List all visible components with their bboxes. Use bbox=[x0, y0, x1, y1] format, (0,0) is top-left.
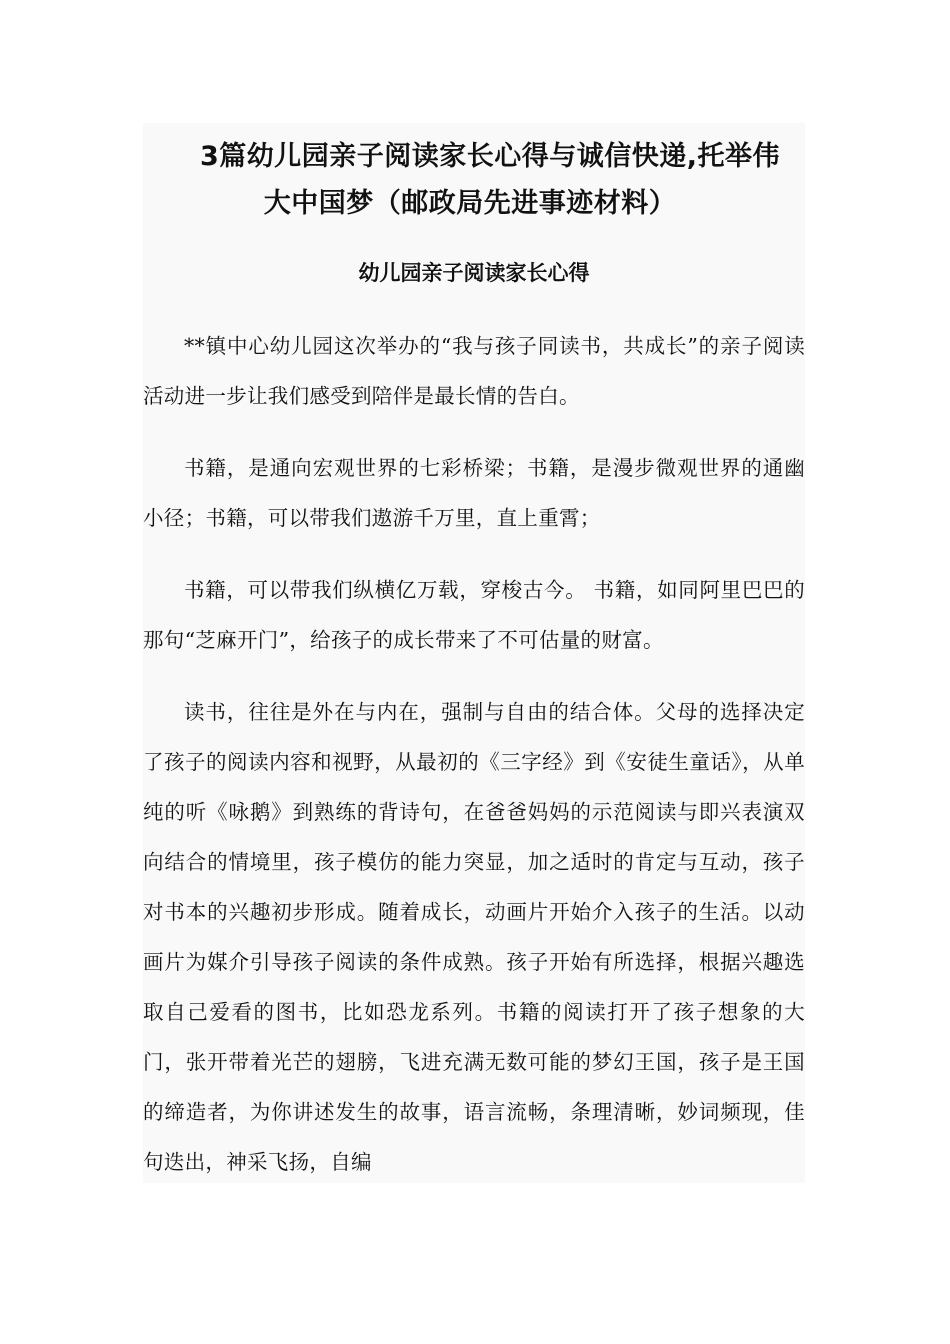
paragraph-4: 读书，往往是外在与内在，强制与自由的结合体。父母的选择决定了孩子的阅读内容和视野，从最初的《三字经》到《安徒生童话》，从单纯的听《咏鹅》到熟练的背诗句，在爸爸妈妈的示范阅读与即兴表演双向结合的情境里，孩子模仿的能力突显，加之适时的肯定与互动，孩子对书本的兴趣初步形成。随着成长，动画片开始介入孩子的生活。以动画片为媒介引导孩子阅读的条件成熟。孩子开始有所选择，根据兴趣选取自己爱看的图书，比如恐龙系列。书籍的阅读打开了孩子想象的大门，张开带着光芒的翅膀，飞进充满无数可能的梦幻王国，孩子是王国的缔造者，为你讲述发生的故事，语言流畅，条理清晰，妙词频现，佳句迭出，神采飞扬，自编 bbox=[143, 700, 805, 1174]
document-title-line-1: 3篇幼儿园亲子阅读家长心得与诚信快递,托举伟 bbox=[199, 141, 781, 172]
section-title: 幼儿园亲子阅读家长心得 bbox=[358, 261, 590, 285]
document-title-line-2: 大中国梦（邮政局先进事迹材料） bbox=[263, 188, 677, 219]
document-title bbox=[143, 133, 805, 227]
document-content bbox=[143, 123, 805, 1183]
paragraph-1: **镇中心幼儿园这次举办的“我与孩子同读书，共成长”的亲子阅读活动进一步让我们感受到陪伴是最长情的告白。 bbox=[143, 334, 805, 408]
paragraph-2: 书籍，是通向宏观世界的七彩桥梁；书籍，是漫步微观世界的通幽小径；书籍，可以带我们遨游千万里，直上重霄； bbox=[143, 456, 805, 530]
paragraph-3: 书籍，可以带我们纵横亿万载，穿梭古今。 书籍，如同阿里巴巴的那句“芝麻开门”，给孩子的成长带来了不可估量的财富。 bbox=[143, 578, 805, 652]
